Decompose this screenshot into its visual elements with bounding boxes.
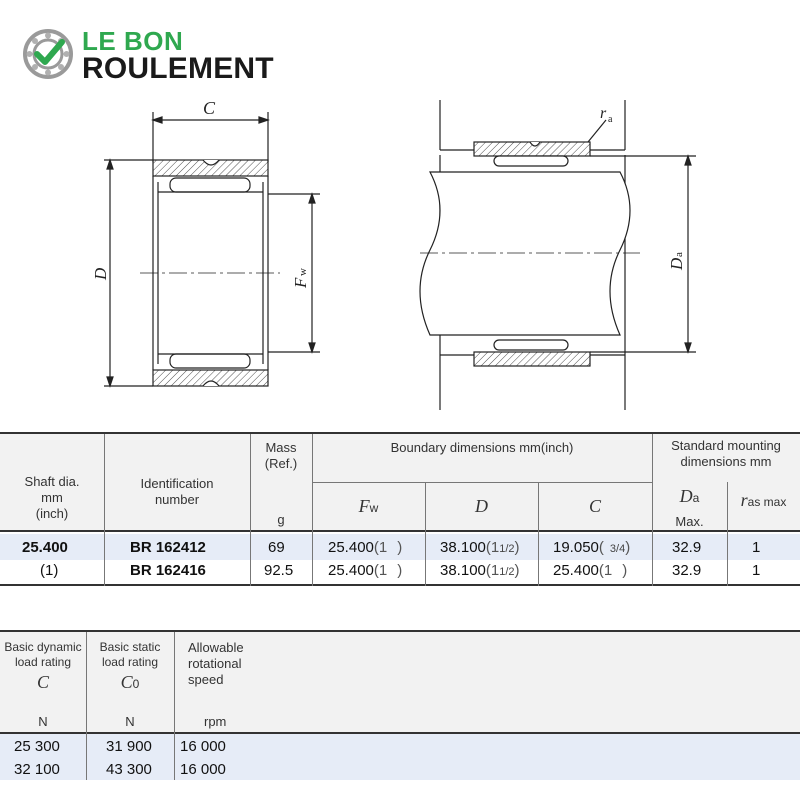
- row-2-dynamic: 32 100: [14, 761, 60, 778]
- right-mounted-view: [420, 100, 696, 410]
- header-static-unit: N: [125, 714, 135, 729]
- shaft-inch: (1): [40, 562, 59, 579]
- row-1-id: BR 162412: [130, 539, 206, 556]
- dimensions-table-body: [0, 532, 800, 586]
- header-d: D: [475, 496, 488, 516]
- row-1-c: 19.050( 3/4): [553, 539, 631, 556]
- row-2-mass: 92.5: [264, 562, 294, 579]
- header-static-symbol: C0: [120, 672, 140, 692]
- header-dynamic-symbol: C: [36, 672, 49, 692]
- bearing-check-icon: [22, 28, 74, 80]
- header-fw: Fw: [358, 496, 379, 516]
- header-c: C: [588, 496, 601, 516]
- header-shaft-dia: Shaft dia. mm (inch): [24, 474, 80, 521]
- load-ratings-body: [0, 734, 800, 780]
- row-2-speed: 16 000: [180, 761, 226, 778]
- header-dynamic-unit: N: [38, 714, 48, 729]
- label-da-sub: a: [673, 252, 685, 257]
- row-1-fw: 25.400(1 ): [328, 539, 403, 556]
- row-2-id: BR 162416: [130, 562, 206, 579]
- shaft-value: 25.400: [22, 539, 68, 556]
- label-fw: F: [291, 277, 310, 288]
- row-2-c: 25.400(1 ): [553, 562, 628, 579]
- header-ras: ras max: [740, 490, 787, 510]
- row-1-ras: 1: [752, 539, 761, 556]
- header-mounting: Standard mounting dimensions mm: [671, 438, 781, 469]
- header-boundary: Boundary dimensions mm(inch): [390, 440, 574, 455]
- header-identification: Identification number: [140, 476, 214, 507]
- header-mass-unit: g: [277, 512, 285, 527]
- logo-text-roulement: ROULEMENT: [82, 52, 274, 85]
- row-1-mass: 69: [268, 539, 285, 556]
- header-da-max: Max.: [675, 514, 704, 529]
- row-2-da: 32.9: [672, 562, 702, 579]
- row-2-d: 38.100(11/2): [440, 562, 520, 579]
- header-speed: Allowable rotational speed: [188, 640, 244, 687]
- row-1-speed: 16 000: [180, 738, 226, 755]
- load-ratings-header: [0, 630, 800, 734]
- header-mass: Mass (Ref.): [264, 440, 298, 471]
- header-static-rating: Basic static load rating: [99, 640, 161, 669]
- row-1-dynamic: 25 300: [14, 738, 60, 755]
- label-ra-sub: a: [608, 114, 613, 125]
- row-1-da: 32.9: [672, 539, 702, 556]
- label-ra: r: [600, 105, 607, 122]
- label-c: C: [203, 98, 216, 118]
- row-2-ras: 1: [752, 562, 761, 579]
- header-dynamic-rating: Basic dynamic load rating: [4, 640, 82, 669]
- row-1-static: 31 900: [106, 738, 152, 755]
- dimensions-table: [0, 432, 800, 588]
- label-da: D: [667, 257, 686, 270]
- brand-logo: [22, 26, 312, 86]
- logo-text-le-bon: LE BON: [82, 26, 184, 56]
- left-section-view: [104, 112, 320, 386]
- dimensions-table-header: [0, 432, 800, 532]
- header-da: Da: [679, 486, 700, 506]
- header-speed-unit: rpm: [204, 714, 227, 729]
- row-2-fw: 25.400(1 ): [328, 562, 403, 579]
- label-d: D: [91, 267, 110, 280]
- label-fw-sub: w: [297, 268, 309, 276]
- row-2-static: 43 300: [106, 761, 152, 778]
- bearing-technical-drawing: [0, 90, 800, 420]
- row-1-d: 38.100(11/2): [440, 539, 520, 556]
- load-ratings-table: [0, 630, 800, 780]
